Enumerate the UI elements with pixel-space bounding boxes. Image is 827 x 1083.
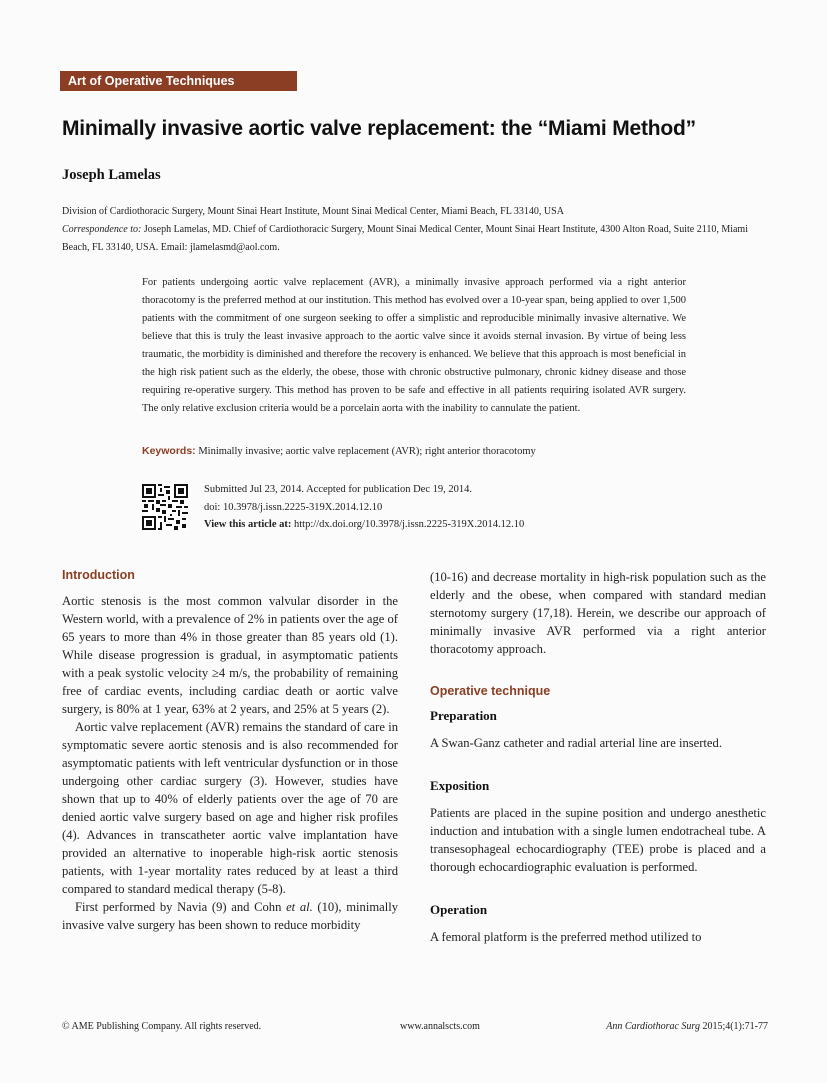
exposition-heading: Exposition bbox=[430, 778, 490, 793]
article-title: Minimally invasive aortic valve replacement: the “Miami Method” bbox=[62, 117, 696, 140]
copyright: © AME Publishing Company. All rights reserved. bbox=[62, 1021, 262, 1032]
operation-heading: Operation bbox=[430, 902, 488, 917]
operative-technique-heading: Operative technique bbox=[430, 684, 551, 698]
keywords-label: Keywords: bbox=[142, 445, 196, 457]
preparation-heading: Preparation bbox=[430, 708, 497, 723]
correspondence bbox=[62, 221, 768, 257]
author-info bbox=[62, 203, 768, 257]
qr-code-icon[interactable] bbox=[142, 484, 188, 530]
doi: doi: 10.3978/j.issn.2225-319X.2014.12.10 bbox=[204, 501, 383, 513]
left-column bbox=[62, 568, 398, 934]
article-url-link[interactable]: http://dx.doi.org/10.3978/j.issn.2225-319X.2014.12.10 bbox=[291, 519, 525, 530]
correspondence-text: Joseph Lamelas, MD. Chief of Cardiothoracic Surgery, Mount Sinai Medical Center, Mount Sinai Heart Institute, 4300 Alton Road, Suite 2110, Miami Beach, FL 33140, USA. Email: jlamelasmd@aol.com. bbox=[62, 224, 748, 253]
intro-p3-rest: (10), minimally invasive valve surgery has been shown to reduce morbidity bbox=[62, 900, 399, 932]
journal-name: Ann Cardiothorac Surg bbox=[606, 1021, 700, 1032]
intro-paragraph bbox=[62, 898, 398, 934]
keywords bbox=[142, 445, 702, 457]
preparation-paragraph: A Swan-Ganz catheter and radial arterial line are inserted. bbox=[430, 736, 722, 750]
keywords-text: Minimally invasive; aortic valve replacement (AVR); right anterior thoracotomy bbox=[195, 446, 536, 457]
introduction-heading: Introduction bbox=[62, 568, 135, 582]
intro-p3-italic: et al. bbox=[286, 900, 313, 914]
intro-p3-start: First performed by Navia (9) and Cohn bbox=[75, 900, 287, 914]
view-article-label: View this article at: bbox=[204, 519, 292, 530]
citation-details: 2015;4(1):71-77 bbox=[699, 1021, 768, 1032]
website-link[interactable]: www.annalscts.com bbox=[400, 1021, 480, 1032]
correspondence-label: Correspondence to: bbox=[62, 224, 142, 235]
intro-paragraph: Aortic valve replacement (AVR) remains the standard of care in symptomatic severe aortic stenosis and is also recommended for asymptomatic patients with left ventricular dysfunction or in those undergoing other cardiac surgery (3). However, studies have shown that up to 40% of elderly patients over the age of 70 are denied aortic valve surgery based on age and higher risk profiles (4). Advances in transcatheter aortic valve implantation have provided an alternative to inoperable high-risk aortic stenosis patients, with 1-year mortality rates reduced by at least a third compared to standard medical therapy (5-8). bbox=[62, 720, 398, 896]
affiliation: Division of Cardiothoracic Surgery, Mount Sinai Heart Institute, Mount Sinai Medical Center, Miami Beach, FL 33140, USA bbox=[62, 206, 564, 217]
intro-continued-paragraph: (10-16) and decrease mortality in high-risk population such as the elderly and the obese, when compared with standard median sternotomy surgery (17,18). Herein, we describe our approach of minimally invasive AVR performed via a right anterior thoracotomy approach. bbox=[430, 570, 766, 656]
operation-paragraph: A femoral platform is the preferred method utilized to bbox=[430, 930, 702, 944]
exposition-paragraph: Patients are placed in the supine position and undergo anesthetic induction and intubation with a single lumen endotracheal tube. A transesophageal echocardiography (TEE) probe is placed and a thorough echocardiographic evaluation is performed. bbox=[430, 806, 766, 874]
section-banner: Art of Operative Techniques bbox=[60, 71, 297, 91]
author-name: Joseph Lamelas bbox=[62, 167, 161, 183]
abstract: For patients undergoing aortic valve replacement (AVR), a minimally invasive approach performed via a right anterior thoracotomy is the preferred method at our institution. This method has evolved over a 10-year span, being applied to over 1,500 patients with the commitment of one surgeon seeking to offer a simplistic and reproducible minimally invasive alternative. We believe that this is truly the least invasive approach to the aortic valve since it avoids sternal invasion. By virtue of being less traumatic, the morbidity is diminished and therefore the recovery is enhanced. We believe that this approach is most beneficial in the high risk patient such as the elderly, the obese, those with chronic obstructive pulmonary, chronic kidney disease and those requiring re-operative surgery. This method has proven to be safe and effective in all patients requiring isolated AVR surgery. The only relative exclusion criteria would be a porcelain aorta with the inability to cannulate the patient. bbox=[142, 277, 686, 414]
submission-dates: Submitted Jul 23, 2014. Accepted for publication Dec 19, 2014. bbox=[204, 484, 472, 495]
journal-citation bbox=[606, 1021, 768, 1032]
publication-info bbox=[204, 481, 524, 534]
article-link-line bbox=[204, 516, 524, 534]
right-column bbox=[430, 568, 766, 946]
intro-paragraph: Aortic stenosis is the most common valvular disorder in the Western world, with a prevalence of 2% in patients over the age of 65 years to more than 4% in those greater than 85 years old (1). While disease progression is gradual, in asymptomatic patients with a peak systolic velocity ≥4 m/s, the probability of remaining free of cardiac events, including cardiac death or aortic valve surgery, is 80% at 1 year, 63% at 2 years, and 25% at 5 years (2). bbox=[62, 594, 398, 716]
